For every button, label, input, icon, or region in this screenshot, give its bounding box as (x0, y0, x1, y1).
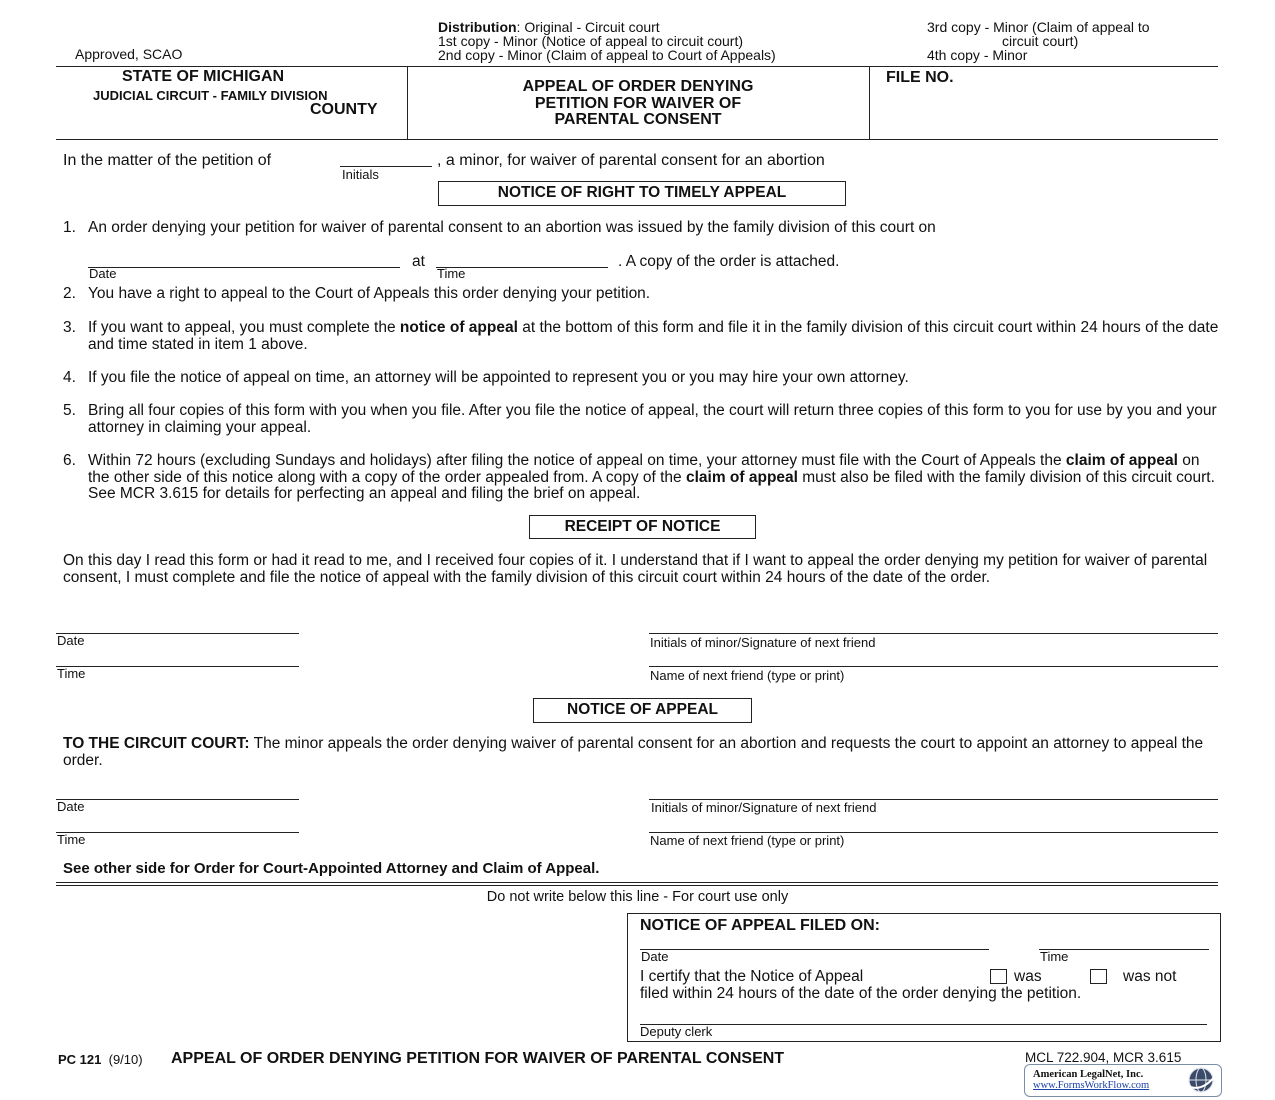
county-label: COUNTY (310, 101, 378, 118)
approved-text: Approved, SCAO (75, 46, 183, 62)
file-no-label: FILE NO. (886, 69, 954, 86)
logo-url[interactable]: www.FormsWorkFlow.com (1033, 1080, 1150, 1091)
date-label: Date (57, 799, 85, 814)
footer-citation: MCL 722.904, MCR 3.615 (1025, 1050, 1182, 1065)
appeal-title: NOTICE OF APPEAL (533, 698, 752, 723)
see-other-side: See other side for Order for Court-Appointed Attorney and Claim of Appeal. (63, 860, 600, 877)
court-use-rule (56, 885, 1218, 886)
deputy-clerk-label: Deputy clerk (640, 1024, 713, 1039)
time-label: Time (57, 666, 86, 681)
distribution-block (438, 21, 776, 62)
date-label: Date (57, 633, 85, 648)
time-label: Time (1040, 949, 1069, 964)
receipt-date-field[interactable] (56, 633, 299, 634)
filed-title: NOTICE OF APPEAL FILED ON: (640, 917, 881, 934)
item-2-text: You have a right to appeal to the Court of Appeals this order denying your petition. (88, 285, 651, 302)
date-label: Date (89, 266, 117, 281)
american-legalnet-logo[interactable] (1024, 1064, 1222, 1097)
receipt-title: RECEIPT OF NOTICE (529, 515, 756, 539)
item-number: 4. (63, 369, 76, 386)
item-number: 6. (63, 452, 76, 469)
distribution-line: circuit court) (1002, 32, 1079, 49)
copy-attached-text: . A copy of the order is attached. (618, 253, 840, 270)
order-date-field[interactable] (88, 267, 400, 268)
item-number: 3. (63, 319, 76, 336)
notice-right-title: NOTICE OF RIGHT TO TIMELY APPEAL (438, 181, 846, 206)
form-title-line: APPEAL OF ORDER DENYING (522, 78, 754, 95)
name-label: Name of next friend (type or print) (650, 833, 845, 848)
header-divider (869, 66, 870, 139)
form-title-line: PETITION FOR WAIVER OF (534, 94, 742, 112)
signature-label: Initials of minor/Signature of next friend (651, 800, 877, 815)
header-bottom-rule (56, 139, 1218, 140)
item-number: 2. (63, 285, 76, 302)
item-6-part: must also be filed with the family division of this circuit court. See MCR 3.615 for details for perfecting an appeal and filing the brief on appeal. (88, 468, 1215, 503)
header-top-rule (56, 66, 1218, 67)
matter-suffix: , a minor, for waiver of parental consent for an abortion (437, 152, 825, 169)
initials-label: Initials (342, 167, 379, 182)
certify-text-2: filed within 24 hours of the date of the order denying the petition. (640, 985, 1082, 1002)
appeal-time-field[interactable] (56, 832, 299, 833)
globe-icon (1183, 1066, 1219, 1094)
signature-label: Initials of minor/Signature of next friend (650, 635, 876, 650)
item-3-text (88, 320, 1223, 353)
appeal-body: The minor appeals the order denying waiver of parental consent for an abortion and requests the court to appoint an attorney to appeal the order. (63, 735, 1204, 769)
item-6-bold: claim of appeal (685, 468, 798, 486)
at-label: at (412, 253, 425, 270)
matter-prefix: In the matter of the petition of (63, 152, 272, 169)
form-title (408, 79, 868, 129)
receipt-text: On this day I read this form or had it read to me, and I received four copies of it. I understand that if I want to appeal the order denying my petition for waiver of parental consent, I must complete and file the notice of appeal with the family division of this circuit court within 24 hours of the date of the order. (63, 552, 1208, 586)
item-6-bold: claim of appeal (1065, 452, 1178, 469)
item-3-part: at the bottom of this form and file it in the family division of this circuit court within 24 hours of the date and time stated in item 1 above. (88, 319, 1219, 353)
time-label: Time (437, 266, 466, 281)
item-5-text: Bring all four copies of this form with you when you file. After you file the notice of appeal, the court will return three copies of this form to you for use by you and your attorney in claiming your appeal. (88, 402, 1217, 436)
distribution-right (927, 21, 1150, 62)
filed-date-field[interactable] (640, 949, 989, 950)
circuit-label: JUDICIAL CIRCUIT - FAMILY DIVISION (93, 88, 328, 103)
item-6-part: on the other side of this notice along with a copy of the order appealed from. A copy of the (88, 452, 1200, 486)
appeal-text (63, 736, 1223, 769)
distribution-label: Distribution (438, 19, 517, 35)
item-number: 1. (63, 219, 76, 236)
form-number (58, 1052, 143, 1067)
item-1-text: An order denying your petition for waiver of parental consent to an abortion was issued by the family division of this court on (88, 219, 936, 236)
distribution-line: 3rd copy - Minor (Claim of appeal to (927, 19, 1150, 35)
name-label: Name of next friend (type or print) (650, 668, 845, 683)
item-6-part: Within 72 hours (excluding Sundays and holidays) after filing the notice of appeal on time, your attorney must file with the Court of Appeals the (88, 452, 1066, 469)
form-number-code: PC 121 (58, 1052, 102, 1067)
was-label: was (1014, 968, 1042, 985)
item-6-text (88, 453, 1223, 503)
footer-title: APPEAL OF ORDER DENYING PETITION FOR WAIVER OF PARENTAL CONSENT (171, 1050, 785, 1067)
distribution-line: 4th copy - Minor (927, 46, 1028, 63)
item-3-part: If you want to appeal, you must complete the (88, 319, 400, 336)
was-not-checkbox[interactable] (1090, 969, 1107, 984)
item-4-text: If you file the notice of appeal on time, an attorney will be appointed to represent you or you may hire your own attorney. (88, 369, 909, 386)
receipt-signature-field[interactable] (649, 633, 1218, 634)
item-number: 5. (63, 402, 76, 419)
was-not-label: was not (1123, 968, 1177, 985)
form-revision: (9/10) (108, 1052, 143, 1067)
deputy-clerk-field[interactable] (640, 1024, 1207, 1025)
was-checkbox[interactable] (990, 969, 1007, 984)
item-3-bold: notice of appeal (399, 319, 518, 336)
distribution-line: 1st copy - Minor (Notice of appeal to circuit court) (438, 32, 744, 49)
receipt-time-field[interactable] (56, 666, 299, 667)
court-use-rule (56, 882, 1218, 883)
date-label: Date (641, 949, 669, 964)
court-use-note: Do not write below this line - For court use only (486, 889, 789, 905)
form-title-line: PARENTAL CONSENT (554, 111, 722, 128)
state-title: STATE OF MICHIGAN (122, 68, 285, 85)
logo-name: American LegalNet, Inc. (1033, 1069, 1144, 1080)
distribution-line: 2nd copy - Minor (Claim of appeal to Court of Appeals) (438, 46, 776, 63)
to-circuit-court-label: TO THE CIRCUIT COURT: (63, 735, 250, 752)
certify-text: I certify that the Notice of Appeal (640, 968, 864, 985)
time-label: Time (57, 832, 86, 847)
appeal-date-field[interactable] (56, 799, 299, 800)
distribution-line: : Original - Circuit court (516, 19, 660, 35)
receipt-name-field[interactable] (649, 666, 1218, 667)
